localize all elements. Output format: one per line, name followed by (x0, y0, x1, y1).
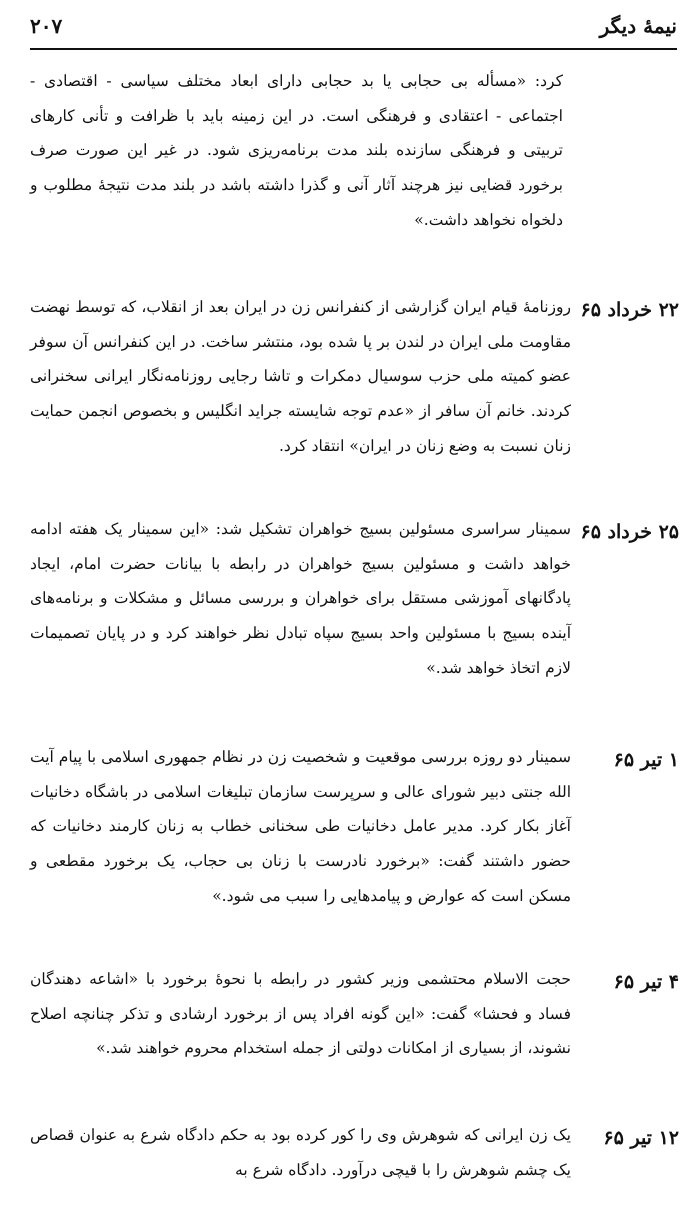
entry-date: ۲۲ خرداد ۶۵ (580, 299, 679, 321)
entry-text: کرد: «مسأله بی حجابی یا بد حجابی دارای ابعاد مختلف سیاسی - اقتصادی - اجتماعی - اعتقادی و فرهنگی است. در این زمینه باید با ظرافت و تأنی کارهای تربیتی و فرهنگی سازنده بلند مدت برنامه‌ریزی شود. در غیر این صورت صرف برخورد قضایی نیز هرچند آثار آنی و گذرا داشته باشد در بلند مدت نتیجهٔ مطلوب و دلخواه نخواهد داشت.» (30, 72, 563, 229)
page-header (30, 14, 677, 50)
entry-text: روزنامهٔ قیام ایران گزارشی از کنفرانس زن در ایران بعد از انقلاب، که توسط نهضت مقاومت ملی ایران در لندن بر پا شده بود، منتشر ساخت. در این کنفرانس آن سوفر عضو کمیته ملی حزب سوسیال دمکرات و تاشا رجایی روزنامه‌نگار ایرانی سخنرانی کردند. خانم آن سافر از «عدم توجه شایسته جراید انگلیس و بخصوص انجمن حمایت زنان نسبت به وضع زنان در ایران» انتقاد کرد. (30, 298, 571, 455)
entry-date: ۴ تیر ۶۵ (613, 971, 679, 993)
entry-date: ۲۵ خرداد ۶۵ (580, 521, 679, 543)
entry-text: سمینار سراسری مسئولین بسیج خواهران تشکیل شد: «این سمینار یک هفته ادامه خواهد داشت و مسئولین بسیج خواهران در رابطه با بیانات حضرت امام، ایجاد پادگانهای آموزشی مستقل برای خواهران و بررسی مسائل و مشکلات و برنامه‌های آینده بسیج با مسئولین واحد بسیج سپاه تبادل نظر خواهند کرد و در پایان تصمیمات لازم اتخاذ خواهد شد.» (30, 520, 571, 677)
entry-text: سمینار دو روزه بررسی موقعیت و شخصیت زن در نظام جمهوری اسلامی با پیام آیت الله جنتی دبیر شورای عالی و سرپرست سازمان تبلیغات اسلامی در باشگاه دخانیات آغاز بکار کرد. مدیر عامل دخانیات طی سخنانی خطاب به زنان کارمند دخانیات که حضور داشتند گفت: «برخورد نادرست با زنان بی حجاب، یک برخورد مقطعی و مسکن است که عوارض و پیامدهایی را سبب می شود.» (30, 748, 571, 905)
entry-text: یک زن ایرانی که شوهرش وی را کور کرده بود به حکم دادگاه شرع به عنوان قصاص یک چشم شوهرش را با قیچی درآورد. دادگاه شرع به (30, 1126, 571, 1179)
entry-date: ۱۲ تیر ۶۵ (603, 1127, 679, 1149)
page-number: ۲۰۷ (30, 14, 63, 38)
book-title: نیمهٔ دیگر (599, 14, 677, 38)
entry-text: حجت الاسلام محتشمی وزیر کشور در رابطه با نحوهٔ برخورد با «اشاعه دهندگان فساد و فحشا» گفت: «این گونه افراد پس از برخورد ارشادی و تذکر چنانچه اصلاح نشوند، از بسیاری از امکانات دولتی از جمله استخدام محروم خواهند شد.» (30, 970, 571, 1058)
entry-date: ۱ تیر ۶۵ (613, 749, 679, 771)
